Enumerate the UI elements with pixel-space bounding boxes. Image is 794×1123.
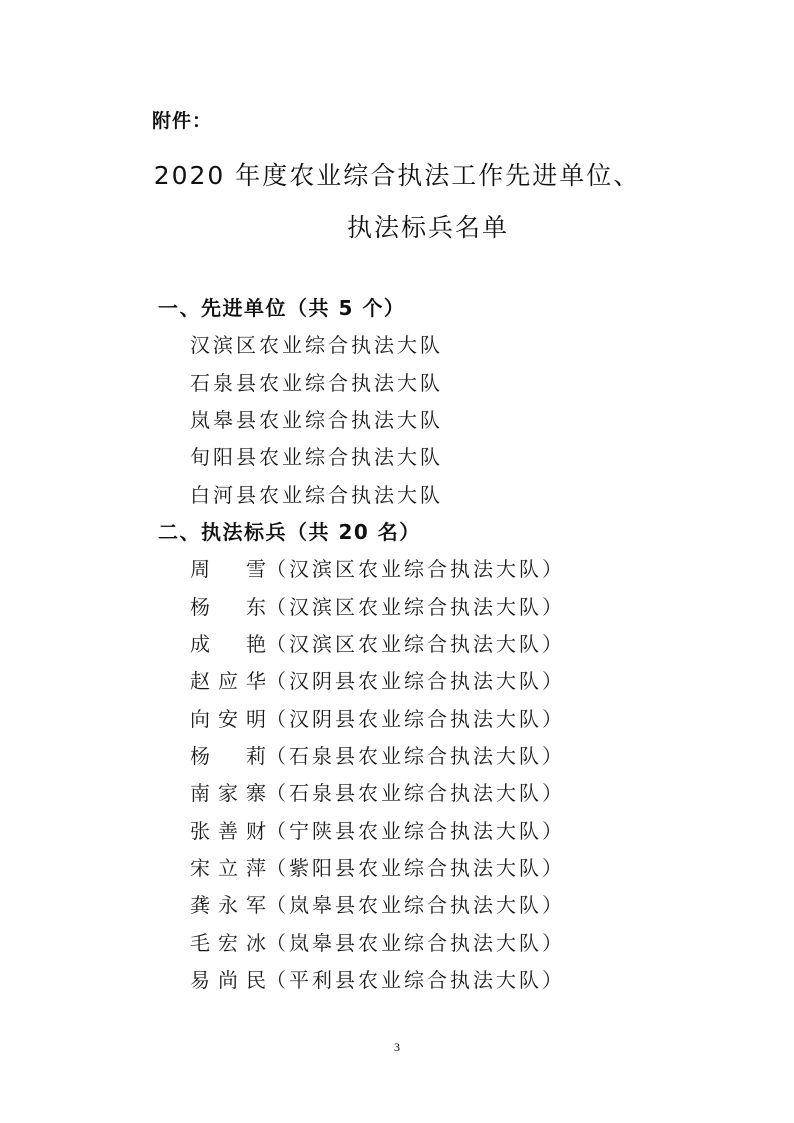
person-list-item (190, 852, 565, 881)
person-list-item (190, 815, 565, 844)
section-heading-advanced-units: 一、先进单位（共 5 个） (158, 296, 406, 320)
person-unit: （汉滨区农业综合执法大队） (266, 595, 565, 619)
person-list-item (190, 927, 565, 956)
person-unit: （石泉县农业综合执法大队） (266, 744, 565, 768)
person-name: 向安明 (190, 707, 266, 731)
person-list-item (190, 777, 565, 806)
person-name: 杨 莉 (190, 744, 266, 768)
person-unit: （汉滨区农业综合执法大队） (266, 557, 565, 581)
unit-list-item: 岚皋县农业综合执法大队 (190, 408, 443, 432)
unit-list-item: 汉滨区农业综合执法大队 (190, 333, 443, 357)
person-unit: （岚皋县农业综合执法大队） (266, 931, 565, 955)
document-title-line-2: 执法标兵名单 (346, 213, 509, 242)
person-name: 张善财 (190, 819, 266, 843)
page-number: 3 (394, 1040, 400, 1054)
person-list-item (190, 889, 565, 918)
document-title-line-1: 2020 年度农业综合执法工作先进单位、 (153, 161, 641, 190)
unit-list-item: 石泉县农业综合执法大队 (190, 371, 443, 395)
person-list-item (190, 628, 565, 657)
person-unit: （紫阳县农业综合执法大队） (266, 856, 565, 880)
person-name: 南家寨 (190, 781, 266, 805)
person-name: 赵应华 (190, 669, 266, 693)
person-unit: （平利县农业综合执法大队） (266, 968, 565, 992)
person-name: 杨 东 (190, 595, 266, 619)
person-name: 易尚民 (190, 968, 266, 992)
person-name: 毛宏冰 (190, 931, 266, 955)
section-heading-law-enforcement-models: 二、执法标兵（共 20 名） (158, 520, 421, 544)
person-name: 周 雪 (190, 557, 266, 581)
person-unit: （汉滨区农业综合执法大队） (266, 632, 565, 656)
attachment-label: 附件： (152, 110, 213, 132)
person-unit: （汉阴县农业综合执法大队） (266, 669, 565, 693)
unit-list-item: 旬阳县农业综合执法大队 (190, 445, 443, 469)
person-unit: （汉阴县农业综合执法大队） (266, 707, 565, 731)
person-name: 宋立萍 (190, 856, 266, 880)
person-name: 龚永军 (190, 893, 266, 917)
unit-list-item: 白河县农业综合执法大队 (190, 483, 443, 507)
person-list-item (190, 964, 565, 993)
person-unit: （石泉县农业综合执法大队） (266, 781, 565, 805)
person-list-item (190, 665, 565, 694)
person-list-item (190, 740, 565, 769)
person-list-item (190, 553, 565, 582)
person-unit: （宁陕县农业综合执法大队） (266, 819, 565, 843)
person-name: 成 艳 (190, 632, 266, 656)
person-unit: （岚皋县农业综合执法大队） (266, 893, 565, 917)
person-list-item (190, 591, 565, 620)
person-list-item (190, 703, 565, 732)
